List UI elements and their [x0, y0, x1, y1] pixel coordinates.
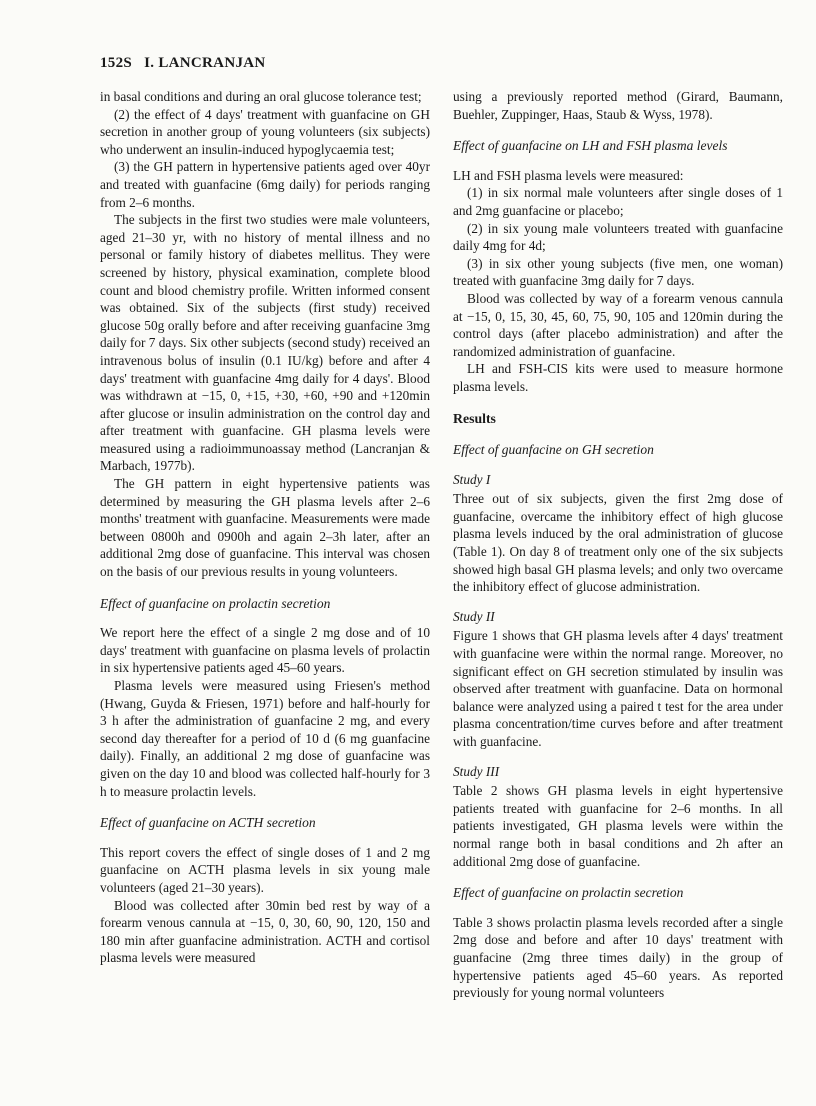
section-heading: Effect of guanfacine on prolactin secretion — [453, 885, 684, 901]
paragraph: using a previously reported method (Girard, Baumann, Buehler, Zuppinger, Haas, Staub & Wyss, 1978). — [453, 89, 783, 122]
left-column — [100, 88, 430, 967]
paragraph: We report here the effect of a single 2 mg dose and of 10 days' treatment with guanfacine on plasma levels of prolactin in six hypertensive patients aged 45–60 years. — [100, 625, 430, 676]
paragraph: LH and FSH-CIS kits were used to measure hormone plasma levels. — [453, 361, 783, 394]
list-item: (3) the GH pattern in hypertensive patients aged over 40yr and treated with guanfacine (6mg daily) for periods ranging from 2–6 months. — [100, 159, 430, 210]
list-item: (1) in six normal male volunteers after single doses of 1 and 2mg guanfacine or placebo; — [453, 185, 783, 218]
subsection-heading: Study III — [453, 763, 500, 779]
running-author: I. LANCRANJAN — [144, 55, 266, 71]
subsection-heading: Study I — [453, 471, 491, 487]
section-heading: Effect of guanfacine on ACTH secretion — [100, 815, 316, 831]
paragraph: This report covers the effect of single doses of 1 and 2 mg guanfacine on ACTH plasma levels in six young male volunteers (aged 21–30 years). — [100, 844, 430, 895]
paragraph: Blood was collected by way of a forearm venous cannula at −15, 0, 15, 30, 45, 60, 75, 90, 105 and 120min during the control days (after placebo administration) and after the randomized administration of guanfacine. — [453, 290, 783, 359]
paragraph: Three out of six subjects, given the first 2mg dose of guanfacine, overcame the inhibitory effect of high glucose plasma levels induced by the oral administration of glucose (Table 1). On day 8 of treatment only one of the six subjects showed high basal GH plasma levels; and only two overcame the inhibitory effect of glucose administration. — [453, 491, 783, 595]
page-number: 152S — [100, 55, 133, 71]
paragraph: The subjects in the first two studies were male volunteers, aged 21–30 yr, with no history of mental illness and no personal or family history of diabetes mellitus. They were screened by history, physical examination, complete blood count and blood chemistry profile. Written informed consent was obtained. Six of the subjects (first study) received glucose 50g orally before and after receiving guanfacine 3mg daily for 7 days. Six other subjects (second study) received an intravenous bolus of insulin (0.1 IU/kg) before and after 4 days' treatment with guanfacine 4mg daily for 4 days'. Blood was withdrawn at −15, 0, +15, +30, +60, +90 and +120min after glucose or insulin administration on the control day and after treatment with guanfacine. GH plasma levels were measured using a radioimmunoassay method (Lancranjan & Marbach, 1977b). — [100, 212, 430, 474]
paragraph: Plasma levels were measured using Friesen's method (Hwang, Guyda & Friesen, 1971) before and half-hourly for 3 h after the administration of guanfacine 2 mg, and every second day thereafter for a period of 10 d (6 mg guanfacine daily). Finally, an additional 2 mg dose of guanfacine was given on the day 10 and blood was collected half-hourly for 3 h to measure prolactin levels. — [100, 678, 430, 799]
section-heading: Effect of guanfacine on prolactin secretion — [100, 595, 331, 611]
list-item: (3) in six other young subjects (five men, one woman) treated with guanfacine 3mg daily for 7 days. — [453, 255, 783, 289]
paragraph: Blood was collected after 30min bed rest by way of a forearm venous cannula at −15, 0, 30, 60, 90, 120, 150 and 180 min after guanfacine administration. ACTH and cortisol plasma levels were measured — [100, 897, 430, 966]
section-heading: Effect of guanfacine on LH and FSH plasma levels — [453, 138, 728, 154]
page-header — [100, 55, 266, 72]
section-heading: Effect of guanfacine on GH secretion — [453, 442, 654, 458]
paragraph: LH and FSH plasma levels were measured: — [453, 167, 684, 183]
paragraph: The GH pattern in eight hypertensive patients was determined by measuring the GH plasma levels after 2–6 months' treatment with guanfacine. Measurements were made between 0800h and 0900h and again 2–3h later, after an additional 2mg dose of guanfacine. This interval was chosen on the basis of our previous results in young volunteers. — [100, 476, 430, 580]
results-heading: Results — [453, 410, 496, 426]
paragraph: Figure 1 shows that GH plasma levels after 4 days' treatment with guanfacine were within the normal range. Moreover, no significant effect on GH secretion stimulated by insulin was observed after treatment with guanfacine. Data on hormonal balance were analyzed using a paired t test for the area under plasma concentration/time curves before and after treatment with guanfacine. — [453, 628, 783, 749]
list-item: (2) in six young male volunteers treated with guanfacine daily 4mg for 4d; — [453, 220, 783, 254]
right-column — [453, 88, 783, 1002]
paragraph: in basal conditions and during an oral glucose tolerance test; — [100, 89, 422, 104]
paragraph: Table 2 shows GH plasma levels in eight hypertensive patients treated with guanfacine for 2–6 months. In all patients investigated, GH plasma levels were within the normal range both in basal conditions and 2h after an additional 2mg dose of guanfacine. — [453, 783, 783, 869]
paragraph: Table 3 shows prolactin plasma levels recorded after a single 2mg dose and before and after 10 days' treatment with guanfacine (2mg three times daily) in the group of hypertensive patients aged 45–60 years. As reported previously for young normal volunteers — [453, 914, 783, 1001]
list-item: (2) the effect of 4 days' treatment with guanfacine on GH secretion in another group of young volunteers (six subjects) who underwent an insulin-induced hypoglycaemia test; — [100, 106, 430, 157]
subsection-heading: Study II — [453, 608, 495, 624]
